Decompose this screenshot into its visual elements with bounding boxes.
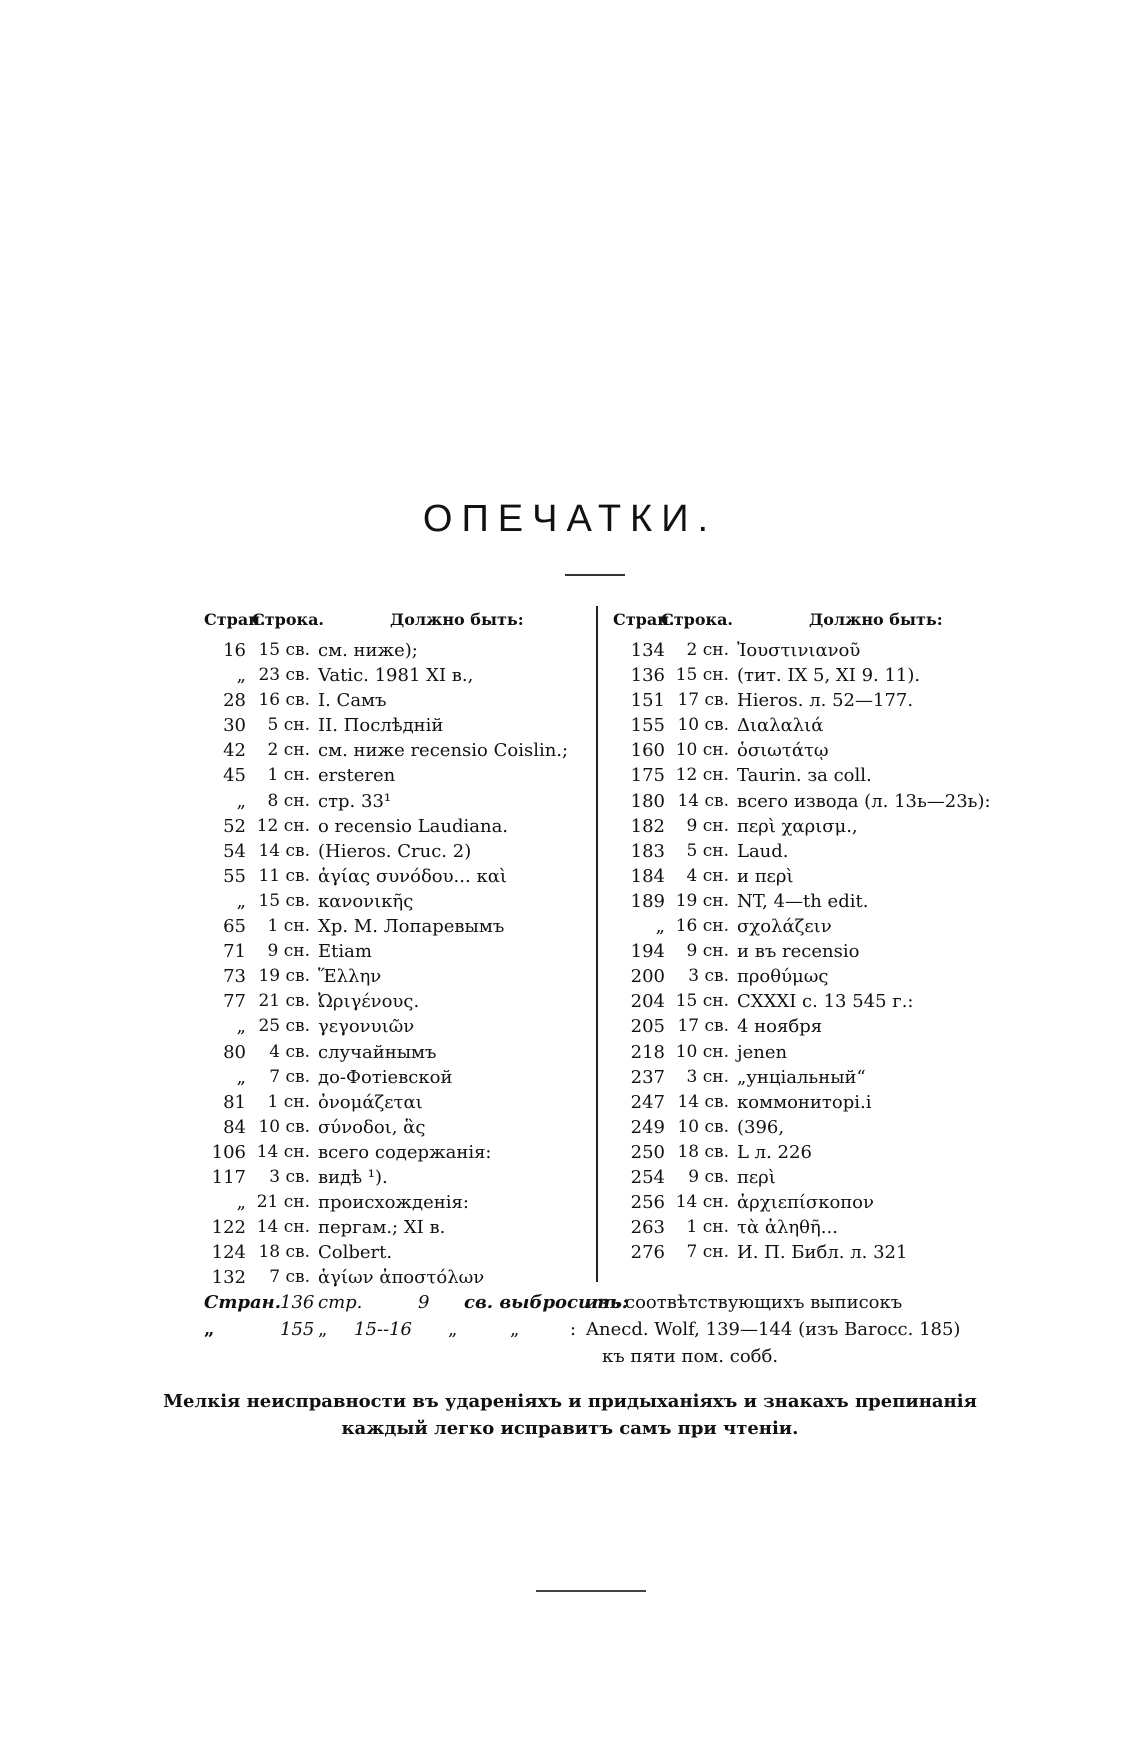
row-page: 184 [630,865,665,887]
row-correction: ἁγίας συνόδου... καὶ [318,865,507,887]
row-page: 122 [211,1217,246,1239]
row-line: 5 сн. [686,840,729,861]
errata-row [204,1115,584,1140]
row-correction: „унціальный“ [737,1066,866,1088]
errata-row [613,1040,993,1065]
row-page: 263 [630,1217,665,1239]
errata-row [204,939,584,964]
row-page: 52 [223,815,246,837]
row-correction: пергам.; XI в. [318,1217,446,1239]
errata-row [204,1090,584,1115]
addenda-page: 136 [280,1292,315,1313]
row-line: 1 сн. [267,916,310,937]
errata-row [613,1140,993,1165]
errata-row [613,914,993,939]
header-correct: Должно быть: [809,610,943,629]
errata-row [613,889,993,914]
row-correction: Laud. [737,840,789,862]
row-line: 12 сн. [256,815,310,836]
row-correction: jenen [737,1041,788,1063]
row-page: 136 [630,665,665,687]
row-correction: (Hieros. Cruc. 2) [318,840,472,862]
addenda-text: къ пяти пом. собб. [602,1346,779,1367]
errata-column-right [613,606,993,1265]
header-correct: Должно быть: [390,610,524,629]
row-page: 28 [223,690,246,712]
addenda-lines: 9 [418,1292,430,1313]
row-page: „ [236,665,246,687]
errata-row [613,789,993,814]
row-correction: τὰ ἀληθῆ... [737,1217,838,1239]
row-page: 151 [630,690,665,712]
errata-row [204,1240,584,1265]
errata-row [613,713,993,738]
row-correction: см. ниже); [318,640,418,661]
row-page: 155 [630,715,665,737]
row-correction: Etiam [318,941,372,963]
row-correction: Хр. М. Лопаревымъ [318,916,505,938]
row-correction: и περὶ [737,865,794,887]
header-line: Строка. [252,610,324,629]
addenda-ditto: „ [204,1319,215,1340]
row-page: 45 [223,765,246,787]
row-line: 16 св. [258,690,310,711]
row-correction: προθύμως [737,966,829,988]
row-correction: I. Самъ [318,690,387,712]
row-correction: всего содержанія: [318,1141,492,1163]
row-correction: ὁσιωτάτῳ [737,740,829,762]
header-page: Стран. [204,610,266,629]
addenda-page: 155 [280,1319,315,1340]
row-line: 14 св. [677,1091,729,1112]
row-line: 9 сн. [686,941,729,962]
row-correction: И. П. Библ. л. 321 [737,1242,908,1264]
row-page: 175 [630,765,665,787]
row-page: 237 [630,1066,665,1088]
addenda-ditto: „ [448,1319,458,1340]
row-page: „ [655,916,665,938]
row-page: „ [236,1016,246,1038]
errata-row [613,939,993,964]
row-page: 106 [211,1141,246,1163]
row-line: 11 св. [258,865,310,886]
row-correction: ἀρχιεπίσκοπον [737,1192,874,1214]
errata-row [204,763,584,788]
errata-row [613,964,993,989]
column-header [613,606,993,638]
row-correction: стр. 33¹ [318,790,392,812]
row-page: 30 [223,715,246,737]
row-line: 7 св. [269,1267,310,1288]
row-correction: Vatic. 1981 XI в., [318,665,474,687]
note-line: Мелкія неисправности въ удареніяхъ и придыханіяхъ и знакахъ препинанія [163,1391,977,1412]
errata-row [204,839,584,864]
row-line: 10 св. [677,715,729,736]
row-correction: κανονικῆς [318,890,414,912]
errata-row [204,1265,584,1290]
errata-row [613,663,993,688]
row-page: 16 [223,640,246,661]
row-page: 194 [630,941,665,963]
row-correction: Hieros. л. 52—177. [737,690,914,712]
row-correction: коммониторі.i [737,1091,872,1113]
errata-row [204,738,584,763]
errata-row [204,1190,584,1215]
errata-row [204,1040,584,1065]
errata-row [204,1065,584,1090]
errata-row [204,814,584,839]
row-line: 14 св. [258,840,310,861]
row-correction: (396, [737,1116,785,1138]
row-correction: o recensio Laudiana. [318,815,509,837]
row-correction: Colbert. [318,1242,393,1264]
errata-row [204,914,584,939]
row-correction: случайнымъ [318,1041,437,1063]
errata-row [613,763,993,788]
row-line: 2 сн. [686,640,729,660]
row-correction: Ἰουστινιανοῦ [737,640,861,661]
errata-row [613,1190,993,1215]
row-correction: Ὠριγένους. [318,991,420,1013]
addenda-label: Стран. [204,1292,282,1313]
row-page: 182 [630,815,665,837]
row-page: 117 [211,1166,246,1188]
row-correction: L л. 226 [737,1141,812,1163]
errata-row [613,1240,993,1265]
errata-row [613,1115,993,1140]
addenda-text: изъ соотвѣтствующихъ выписокъ [586,1292,903,1313]
row-correction: происхожденія: [318,1192,469,1214]
row-page: 132 [211,1267,246,1289]
row-page: 54 [223,840,246,862]
row-line: 14 сн. [256,1217,310,1238]
row-correction: Taurin. за coll. [737,765,872,787]
row-correction: σύνοδοι, ἃς [318,1116,426,1138]
errata-row [204,789,584,814]
row-correction: всего извода (л. 13ь—23ь): [737,790,991,812]
row-line: 1 сн. [267,1091,310,1112]
row-line: 12 сн. [675,765,729,786]
note-line: каждый легко исправитъ самъ при чтеніи. [341,1418,799,1439]
row-page: 55 [223,865,246,887]
row-correction: до-Фотіевской [318,1066,453,1088]
row-page: 250 [630,1141,665,1163]
errata-rows-left [204,638,584,1290]
row-line: 1 сн. [267,765,310,786]
errata-row [613,1065,993,1090]
errata-rows-right [613,638,993,1265]
column-header [204,606,584,638]
row-line: 2 сн. [267,740,310,761]
addenda-row [204,1346,1004,1373]
row-line: 14 сн. [256,1141,310,1162]
row-page: 134 [630,640,665,661]
row-line: 15 сн. [675,991,729,1012]
row-line: 14 сн. [675,1192,729,1213]
row-correction: видѣ ¹). [318,1166,388,1188]
row-correction: σχολάζειν [737,916,832,938]
row-page: 249 [630,1116,665,1138]
row-line: 17 св. [677,1016,729,1037]
row-page: 77 [223,991,246,1013]
row-line: 10 сн. [675,740,729,761]
errata-row [204,1165,584,1190]
errata-row [204,989,584,1014]
row-line: 19 сн. [675,890,729,911]
row-correction: ἁγίων ἀποστόλων [318,1267,485,1289]
row-page: 254 [630,1166,665,1188]
errata-row [204,1215,584,1240]
row-line: 4 сн. [686,865,729,886]
row-line: 16 сн. [675,916,729,937]
row-page: 205 [630,1016,665,1038]
row-line: 25 св. [258,1016,310,1037]
row-page: 247 [630,1091,665,1113]
errata-row [204,638,584,663]
header-line: Строка. [661,610,733,629]
errata-row [204,688,584,713]
column-divider [596,606,598,1282]
row-line: 15 сн. [675,665,729,686]
row-page: 256 [630,1192,665,1214]
row-page: 204 [630,991,665,1013]
errata-row [204,663,584,688]
row-line: 18 св. [677,1141,729,1162]
row-line: 3 сн. [686,1066,729,1087]
row-page: 180 [630,790,665,812]
row-correction: περὶ [737,1166,776,1188]
addenda-row [204,1292,1004,1319]
errata-row [613,864,993,889]
addenda-str: стр. [318,1292,363,1313]
addenda-ditto: „ [318,1319,328,1340]
errata-row [204,1140,584,1165]
errata-row [613,638,993,663]
row-page: 80 [223,1041,246,1063]
row-line: 19 св. [258,966,310,987]
errata-row [613,989,993,1014]
bottom-divider [536,1590,646,1592]
row-page: „ [236,1192,246,1214]
row-line: 7 сн. [686,1242,729,1263]
title-divider [565,574,625,576]
errata-row [613,1090,993,1115]
row-page: 73 [223,966,246,988]
row-correction: и въ recensio [737,941,860,963]
row-line: 9 сн. [686,815,729,836]
errata-row [613,1014,993,1039]
row-page: 84 [223,1116,246,1138]
row-line: 10 св. [677,1116,729,1137]
row-correction: γεγονυιῶν [318,1016,415,1038]
row-correction: 4 ноября [737,1016,823,1038]
row-page: 124 [211,1242,246,1264]
header-page: Стран. [613,610,675,629]
row-line: 21 сн. [256,1192,310,1213]
errata-row [204,713,584,738]
row-line: 18 св. [258,1242,310,1263]
row-line: 7 св. [269,1066,310,1087]
addenda-action: св. выбросить: [464,1292,629,1313]
row-line: 3 св. [688,966,729,987]
row-page: 160 [630,740,665,762]
errata-note [0,1388,1140,1442]
row-line: 9 сн. [267,941,310,962]
errata-row [613,814,993,839]
row-line: 9 св. [688,1166,729,1187]
row-page: 42 [223,740,246,762]
row-correction: см. ниже recensio Coislin.; [318,740,569,762]
page-title: ОПЕЧАТКИ. [422,498,718,540]
row-line: 15 св. [258,640,310,660]
errata-row [204,964,584,989]
row-page: 200 [630,966,665,988]
errata-row [613,738,993,763]
addenda-colon: : [570,1319,577,1340]
row-page: 276 [630,1242,665,1264]
row-correction: (тит. IX 5, XI 9. 11). [737,665,921,687]
row-correction: Διαλαλιά [737,715,824,737]
row-correction: CXXXI с. 13 545 г.: [737,991,914,1013]
row-page: 218 [630,1041,665,1063]
row-correction: II. Послѣдній [318,715,444,737]
row-line: 3 св. [269,1166,310,1187]
row-line: 8 сн. [267,790,310,811]
row-page: 189 [630,890,665,912]
row-line: 17 св. [677,690,729,711]
row-line: 21 св. [258,991,310,1012]
row-page: 81 [223,1091,246,1113]
row-line: 23 св. [258,665,310,686]
errata-column-left [204,606,584,1290]
errata-row [613,688,993,713]
addenda-lines: 15--16 [354,1319,412,1340]
row-page: 183 [630,840,665,862]
row-correction: ὀνομάζεται [318,1091,423,1113]
row-line: 4 св. [269,1041,310,1062]
row-line: 10 св. [258,1116,310,1137]
addenda-row [204,1319,1004,1346]
addenda-ditto: „ [510,1319,520,1340]
addenda-text: Anecd. Wolf, 139—144 (изъ Barocc. 185) [586,1319,961,1340]
row-page: „ [236,1066,246,1088]
row-line: 5 сн. [267,715,310,736]
row-page: 65 [223,916,246,938]
row-line: 15 св. [258,890,310,911]
row-correction: περὶ χαρισμ., [737,815,858,837]
row-correction: NT, 4—th edit. [737,890,869,912]
errata-row [613,1165,993,1190]
addenda-block [204,1292,1004,1373]
errata-row [613,839,993,864]
errata-row [204,864,584,889]
row-page: 71 [223,941,246,963]
row-correction: Ἕλλην [318,966,382,988]
errata-row [613,1215,993,1240]
row-page: „ [236,790,246,812]
row-correction: ersteren [318,765,396,787]
row-line: 1 сн. [686,1217,729,1238]
row-line: 14 св. [677,790,729,811]
row-line: 10 сн. [675,1041,729,1062]
errata-row [204,889,584,914]
errata-row [204,1014,584,1039]
row-page: „ [236,890,246,912]
